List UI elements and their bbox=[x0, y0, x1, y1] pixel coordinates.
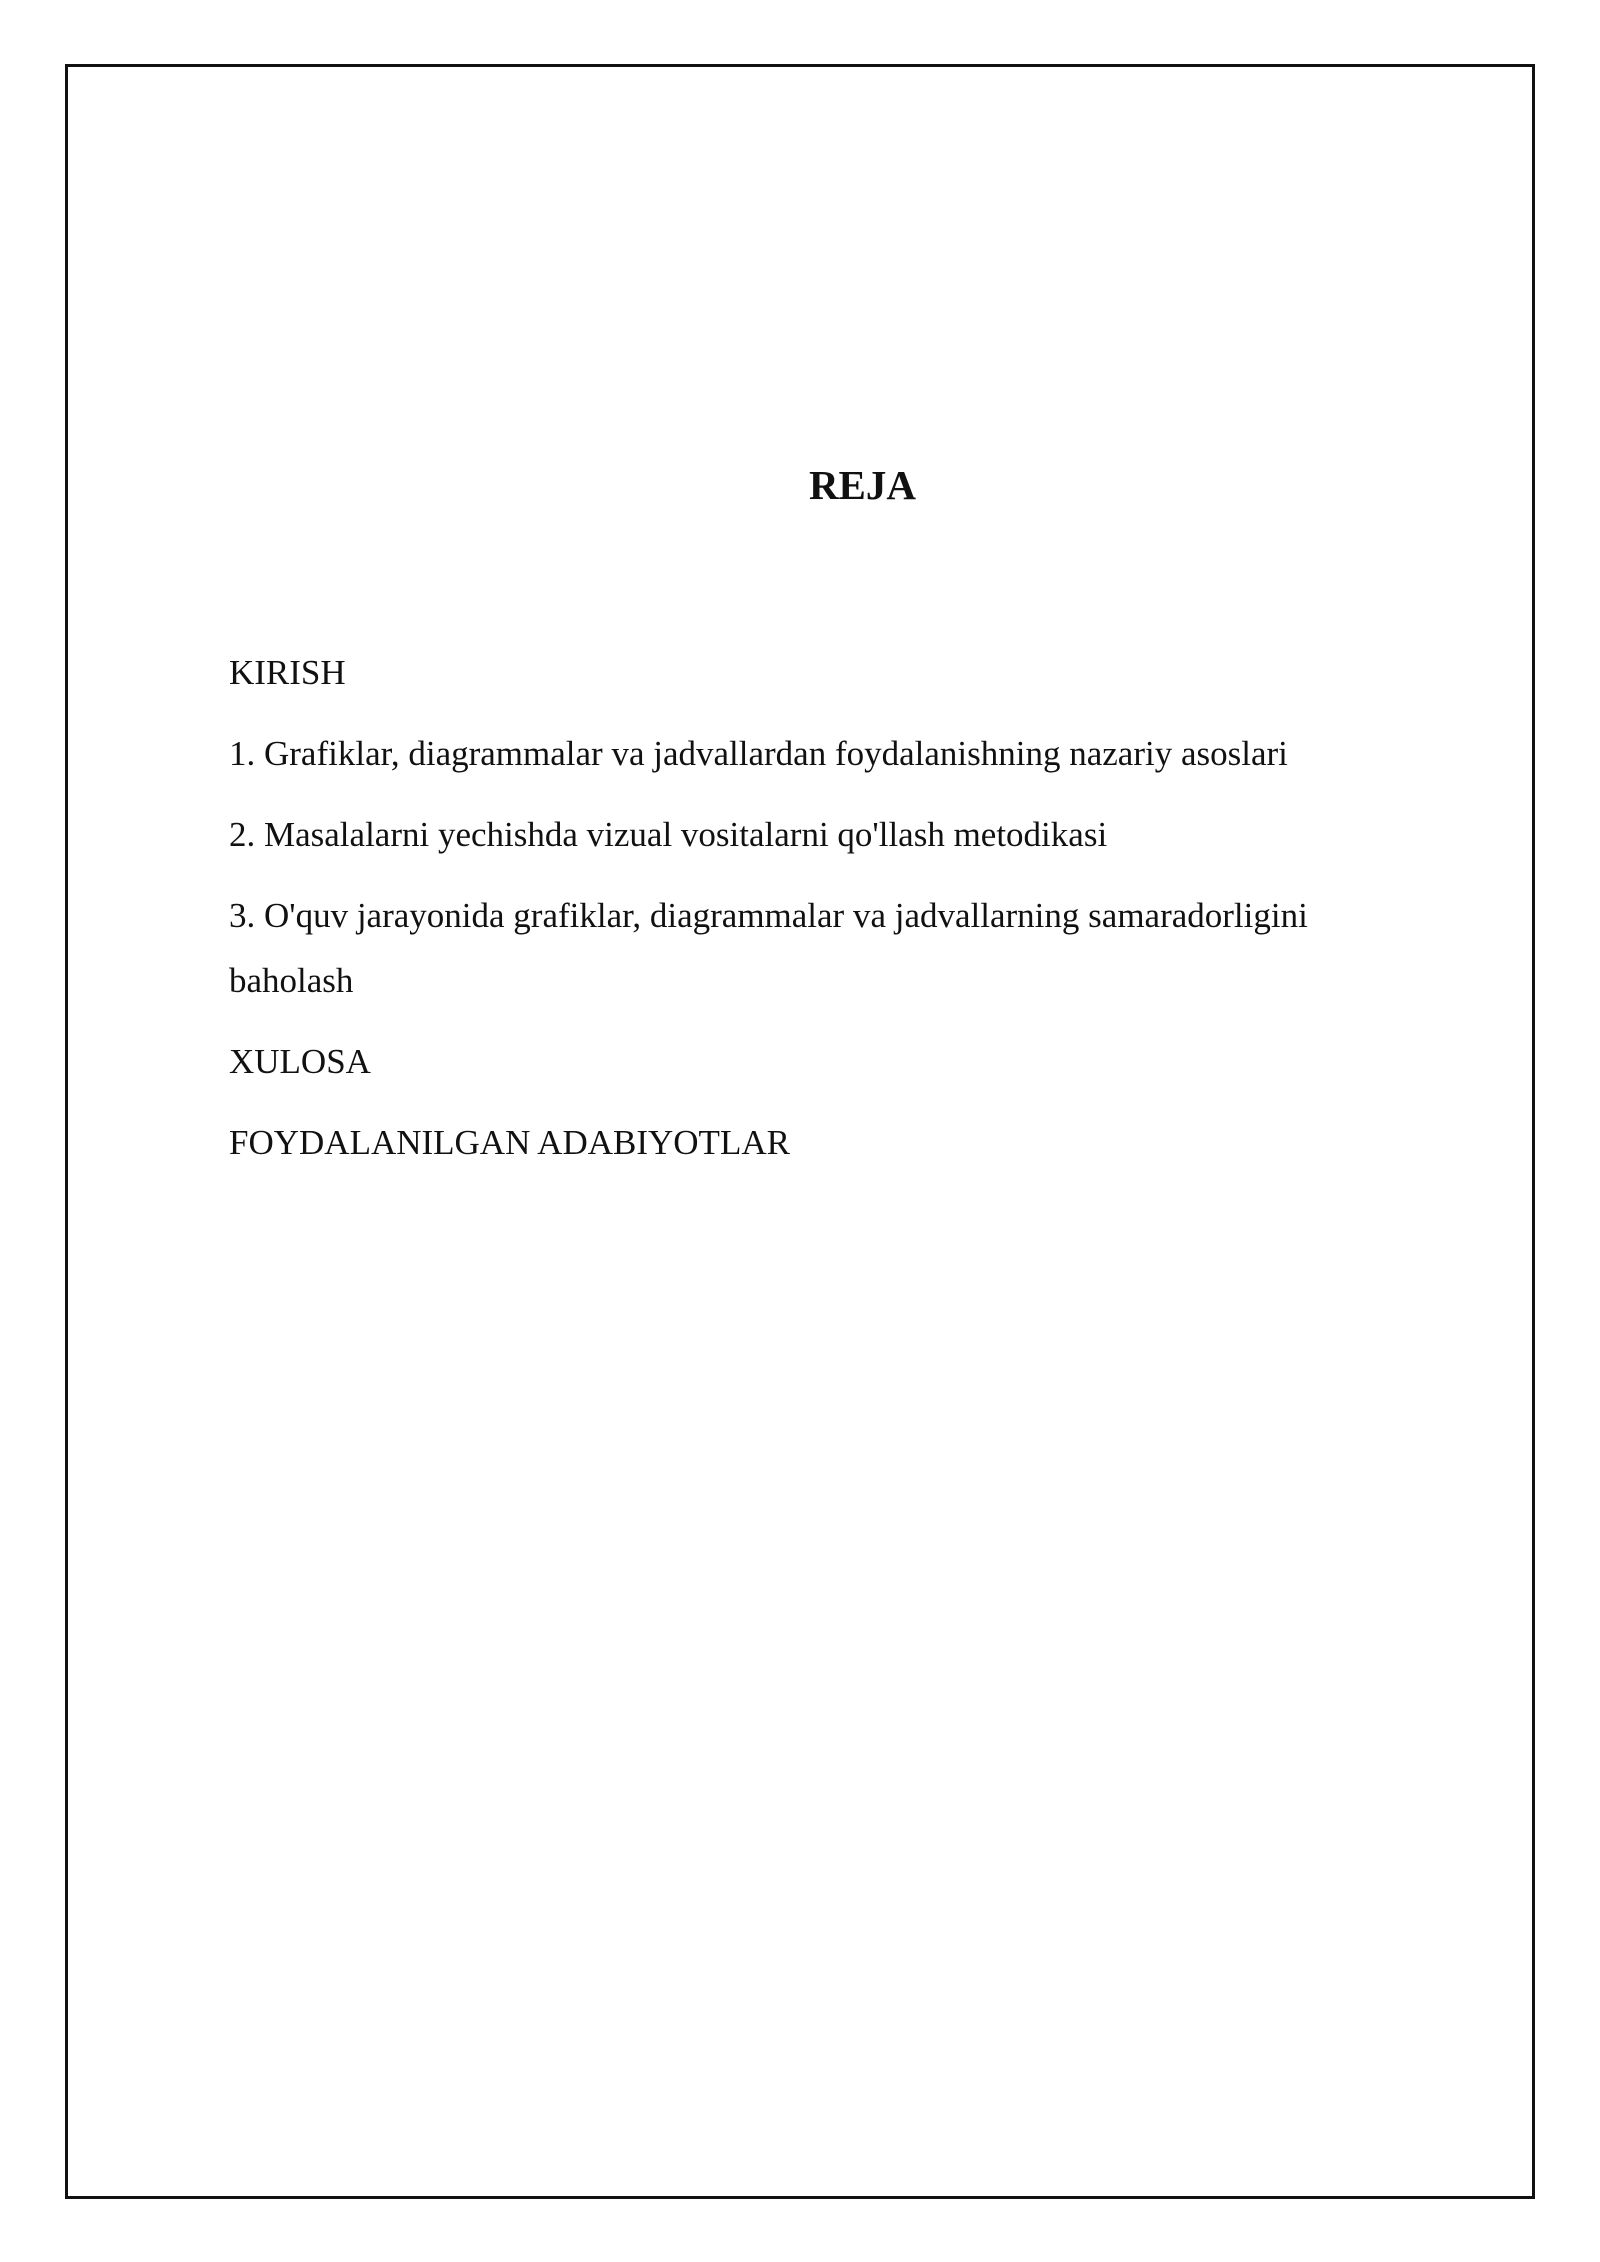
toc-item-section-3: 3. O'quv jarayonida grafiklar, diagrammalar va jadvallarning samaradorligini baholash bbox=[229, 896, 1308, 1000]
toc-item-section-1: 1. Grafiklar, diagrammalar va jadvallardan foydalanishning nazariy asoslari bbox=[229, 734, 1288, 773]
toc-item-references: FOYDALANILGAN ADABIYOTLAR bbox=[229, 1123, 790, 1162]
table-of-contents bbox=[229, 640, 1429, 1191]
toc-item-introduction: KIRISH bbox=[229, 653, 346, 692]
page-title: REJA bbox=[808, 462, 917, 508]
toc-item-section-2: 2. Masalalarni yechishda vizual vositalarni qo'llash metodikasi bbox=[229, 815, 1108, 854]
toc-item-conclusion: XULOSA bbox=[229, 1042, 371, 1081]
